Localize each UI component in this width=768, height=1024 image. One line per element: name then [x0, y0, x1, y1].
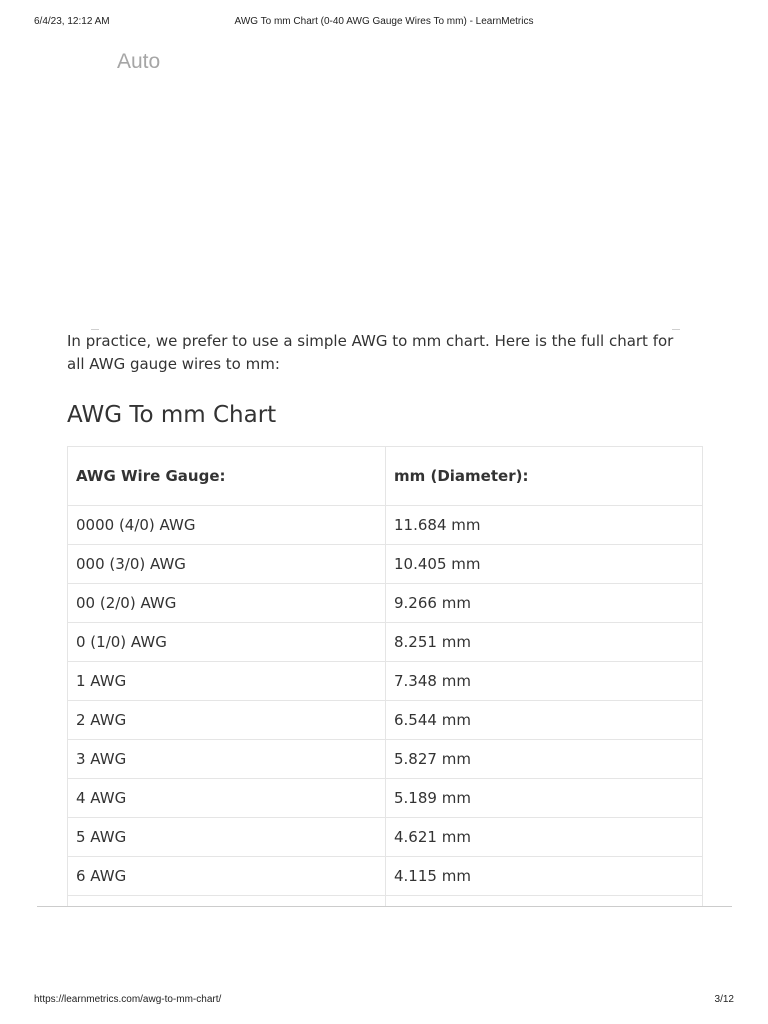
awg-cell: 0 (1/0) AWG — [68, 623, 386, 662]
mm-cell — [386, 896, 703, 907]
mm-cell: 5.189 mm — [386, 779, 703, 818]
table-row — [68, 506, 703, 545]
print-date: 6/4/23, 12:12 AM — [34, 16, 110, 27]
awg-cell: 1 AWG — [68, 662, 386, 701]
table-row — [68, 818, 703, 857]
awg-cell: 5 AWG — [68, 818, 386, 857]
awg-cell: 0000 (4/0) AWG — [68, 506, 386, 545]
print-footer — [34, 994, 734, 1008]
table-header-row — [68, 447, 703, 506]
print-url: https://learnmetrics.com/awg-to-mm-chart/ — [34, 994, 222, 1005]
awg-cell: 3 AWG — [68, 740, 386, 779]
mm-cell: 11.684 mm — [386, 506, 703, 545]
table-row — [68, 701, 703, 740]
print-header — [34, 16, 734, 30]
section-heading: AWG To mm Chart — [67, 402, 277, 428]
table-row — [68, 740, 703, 779]
ad-frame-corner-left — [91, 329, 99, 330]
page-bottom-rule — [37, 906, 732, 907]
mm-cell: 4.621 mm — [386, 818, 703, 857]
awg-cell: 00 (2/0) AWG — [68, 584, 386, 623]
awg-cell — [68, 896, 386, 907]
intro-paragraph: In practice, we prefer to use a simple AWG to mm chart. Here is the full chart for all AWG gauge wires to mm: — [67, 332, 674, 373]
column-header-mm: mm (Diameter): — [386, 447, 703, 506]
column-header-awg: AWG Wire Gauge: — [68, 447, 386, 506]
ad-placeholder-label: Auto — [117, 50, 161, 73]
mm-cell: 9.266 mm — [386, 584, 703, 623]
awg-cell: 4 AWG — [68, 779, 386, 818]
table-row-cut-off — [68, 896, 703, 907]
awg-cell: 2 AWG — [68, 701, 386, 740]
table-row — [68, 545, 703, 584]
awg-cell: 000 (3/0) AWG — [68, 545, 386, 584]
awg-cell: 6 AWG — [68, 857, 386, 896]
mm-cell: 8.251 mm — [386, 623, 703, 662]
awg-table-container — [67, 446, 703, 906]
ad-frame-corner-right — [672, 329, 680, 330]
table-row — [68, 857, 703, 896]
mm-cell: 5.827 mm — [386, 740, 703, 779]
awg-to-mm-table — [67, 446, 703, 906]
mm-cell: 7.348 mm — [386, 662, 703, 701]
table-row — [68, 779, 703, 818]
table-row — [68, 584, 703, 623]
mm-cell: 4.115 mm — [386, 857, 703, 896]
table-row — [68, 662, 703, 701]
print-page-title: AWG To mm Chart (0-40 AWG Gauge Wires To mm) - LearnMetrics — [234, 16, 534, 27]
mm-cell: 6.544 mm — [386, 701, 703, 740]
print-page-number: 3/12 — [714, 994, 734, 1005]
mm-cell: 10.405 mm — [386, 545, 703, 584]
table-row — [68, 623, 703, 662]
